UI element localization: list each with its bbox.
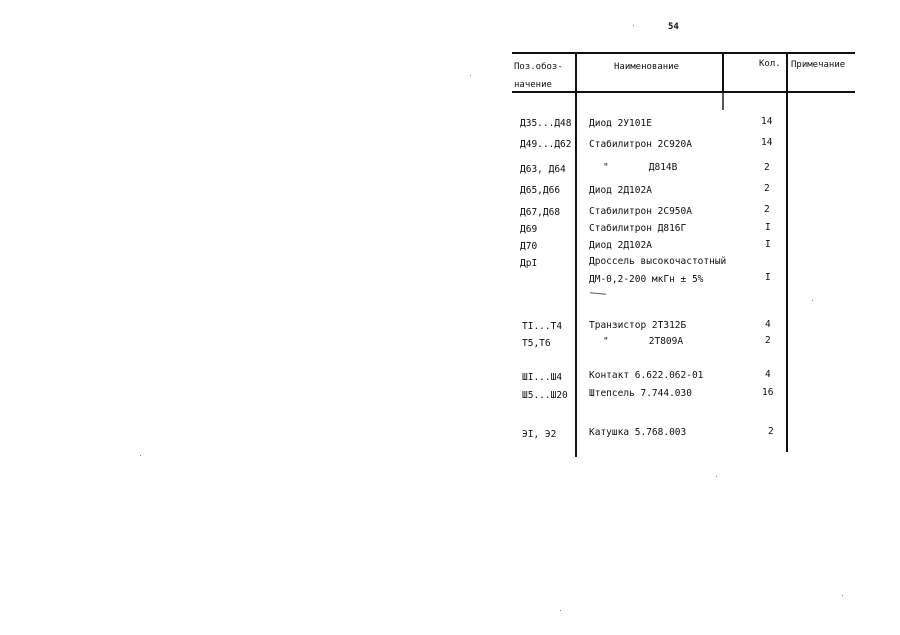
column-divider-2-lower xyxy=(722,92,724,110)
row-pos: ДрI xyxy=(520,258,538,269)
row-pos: ТI...Т4 xyxy=(522,321,563,332)
row-name: Контакт 6.622.062-01 xyxy=(589,370,704,381)
row-pos: Т5,Т6 xyxy=(522,338,551,349)
row-qty: I xyxy=(765,272,771,283)
scan-speck xyxy=(716,476,717,477)
header-name: Наименование xyxy=(614,62,680,72)
row-name: " Д814В xyxy=(603,162,678,173)
header-qty: Кол. xyxy=(759,59,781,69)
scan-speck xyxy=(812,300,813,301)
row-qty: 16 xyxy=(762,387,774,398)
row-name: ДМ-0,2-200 мкГн ± 5% xyxy=(589,274,704,285)
row-name: Диод 2Д102А xyxy=(589,240,652,251)
column-divider-1 xyxy=(575,52,577,457)
row-qty: I xyxy=(765,239,771,250)
pen-stroke xyxy=(590,292,606,294)
row-qty: 4 xyxy=(765,319,771,330)
row-qty: 2 xyxy=(764,183,770,194)
row-name: Стабилитрон 2С920А xyxy=(589,139,692,150)
row-pos: ШI...Ш4 xyxy=(522,372,563,383)
row-qty: 2 xyxy=(765,335,771,346)
row-name: Транзистор 2Т312Б xyxy=(589,320,687,331)
row-pos: Д65,Д66 xyxy=(520,185,561,196)
row-qty: 2 xyxy=(768,426,774,437)
row-name: Штепсель 7.744.030 xyxy=(589,388,692,399)
table-header-rule xyxy=(512,91,855,93)
column-divider-3 xyxy=(786,52,788,452)
row-pos: Д35...Д48 xyxy=(520,118,572,129)
scan-speck xyxy=(842,595,843,596)
header-pos-line2: начение xyxy=(514,80,552,90)
row-name: Диод 2Д102А xyxy=(589,185,652,196)
row-qty: 14 xyxy=(761,116,773,127)
scan-speck xyxy=(633,25,634,26)
row-name: Стабилитрон 2С950А xyxy=(589,206,692,217)
row-name: " 2Т809А xyxy=(603,336,684,347)
page-number: 54 xyxy=(668,22,679,32)
row-qty: 4 xyxy=(765,369,771,380)
row-pos: Д63, Д64 xyxy=(520,164,566,175)
row-qty: 2 xyxy=(764,204,770,215)
row-pos: Ш5...Ш20 xyxy=(522,390,568,401)
row-pos: Д67,Д68 xyxy=(520,207,561,218)
row-qty: 2 xyxy=(764,162,770,173)
row-name: Дроссель высокочастотный xyxy=(589,256,727,267)
header-note: Примечание xyxy=(791,60,846,70)
row-name: Катушка 5.768.003 xyxy=(589,427,687,438)
scan-speck xyxy=(560,610,561,611)
header-pos-line1: Поз.обоз- xyxy=(514,62,563,72)
row-pos: Д49...Д62 xyxy=(520,139,572,150)
row-pos: Д69 xyxy=(520,224,538,235)
table-top-rule xyxy=(512,52,855,54)
row-pos: ЭI, Э2 xyxy=(522,429,557,440)
row-qty: I xyxy=(765,222,771,233)
row-pos: Д70 xyxy=(520,241,538,252)
row-name: Диод 2У101Е xyxy=(589,118,652,129)
scan-speck xyxy=(140,455,141,456)
row-name: Стабилитрон Д816Г xyxy=(589,223,687,234)
column-divider-2 xyxy=(722,52,724,92)
scan-speck xyxy=(470,75,471,76)
row-qty: 14 xyxy=(761,137,773,148)
